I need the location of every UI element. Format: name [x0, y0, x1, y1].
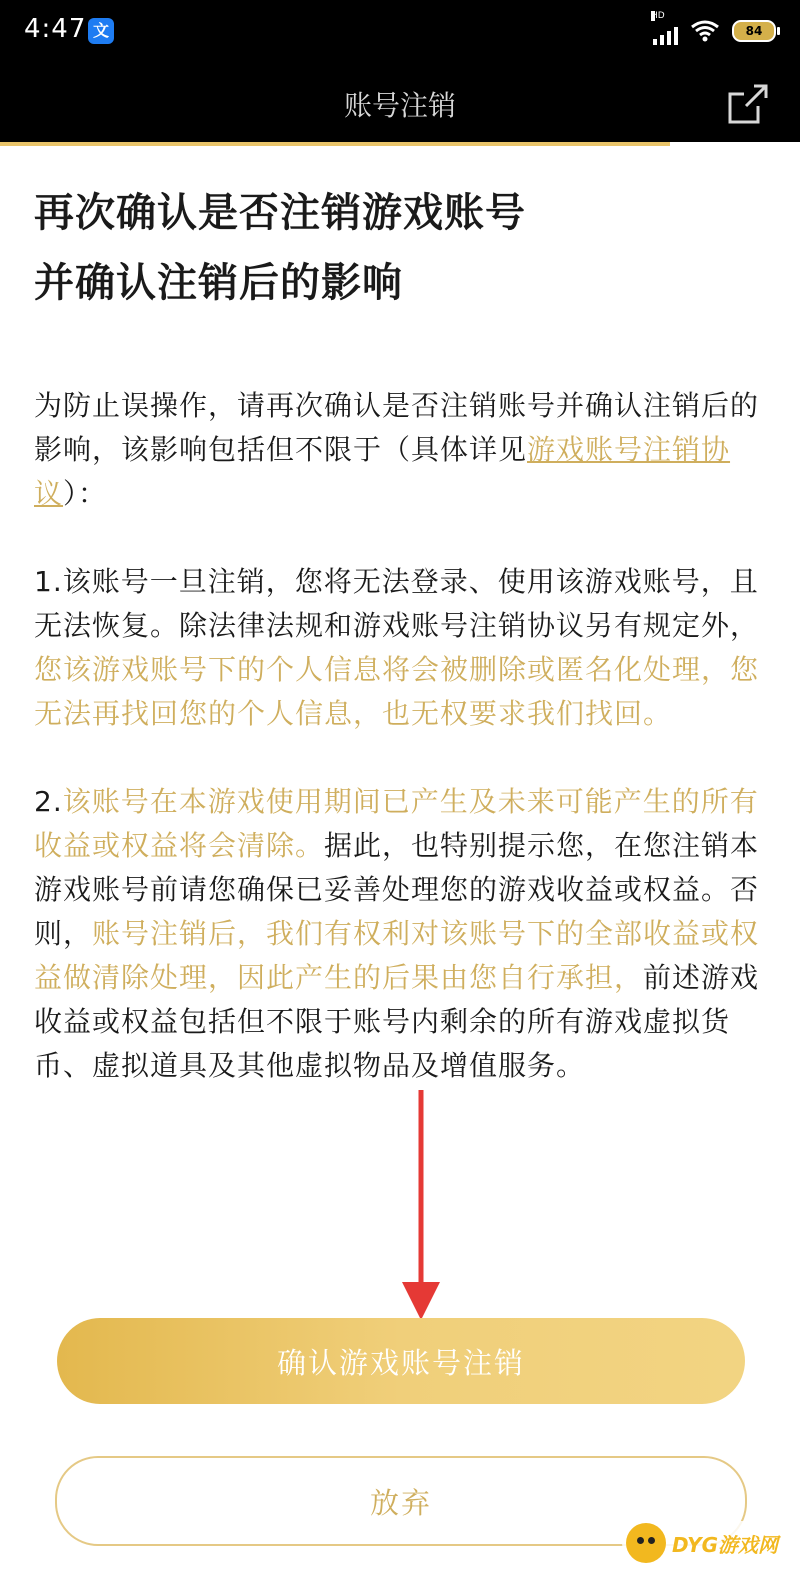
page-heading [34, 178, 764, 318]
main-content [34, 178, 764, 1088]
network-type-label: HD [651, 11, 665, 21]
item-2-prefix: 2. [34, 785, 63, 818]
status-indicators [651, 11, 776, 48]
watermark [622, 1521, 790, 1565]
item-1-highlight: 您该游戏账号下的个人信息将会被删除或匿名化处理，您无法再找回您的个人信息，也无权要求我们找回。 [34, 653, 760, 730]
confirm-cancellation-button[interactable]: 确认游戏账号注销 [57, 1318, 745, 1404]
item-2-text-1: 据此，也特别提示您，在您注销本游戏账号前请您确保已妥善处理您的游戏收益或权益。否则， [34, 829, 760, 950]
share-icon[interactable] [724, 80, 772, 128]
item-2-paragraph [34, 780, 764, 1088]
heading-line-1: 再次确认是否注销游戏账号 [34, 190, 526, 236]
status-bar [0, 0, 800, 62]
watermark-text: DYG游戏网 [672, 1532, 778, 1557]
translate-app-icon: 文 [88, 18, 114, 44]
intro-text: 为防止误操作，请再次确认是否注销账号并确认注销后的影响，该影响包括但不限于（具体详见 [34, 389, 760, 466]
wifi-icon [690, 19, 720, 43]
page-title: 账号注销 [343, 89, 456, 122]
heading-line-2: 并确认注销后的影响 [34, 260, 403, 306]
intro-end: ）： [63, 477, 108, 510]
battery-icon: 84 [732, 20, 776, 42]
abandon-button[interactable]: 放弃 [55, 1456, 747, 1546]
status-time: 4:47 [24, 14, 87, 44]
item-2-highlight-1: 该账号在本游戏使用期间已产生及未来可能产生的所有收益或权益将会清除。 [34, 785, 759, 862]
item-2-highlight-2: 账号注销后，我们有权利对该账号下的全部收益或权益做清除处理，因此产生的后果由您自行承担， [34, 917, 760, 994]
red-arrow-annotation [398, 1090, 444, 1322]
header-progress-line [0, 142, 670, 146]
agreement-link[interactable]: 游戏账号注销协议 [34, 433, 731, 510]
intro-paragraph [34, 384, 764, 516]
item-2-text-2: 前述游戏收益或权益包括但不限于账号内剩余的所有游戏虚拟货币、虚拟道具及其他虚拟物品及增值服务。 [34, 961, 760, 1082]
item-1-paragraph [34, 560, 764, 736]
watermark-logo-icon [626, 1523, 666, 1563]
item-1-text: 1.该账号一旦注销，您将无法登录、使用该游戏账号，且无法恢复。除法律法规和游戏账号注销协议另有规定外， [34, 565, 760, 642]
title-bar [0, 62, 800, 142]
signal-icon [651, 11, 678, 45]
